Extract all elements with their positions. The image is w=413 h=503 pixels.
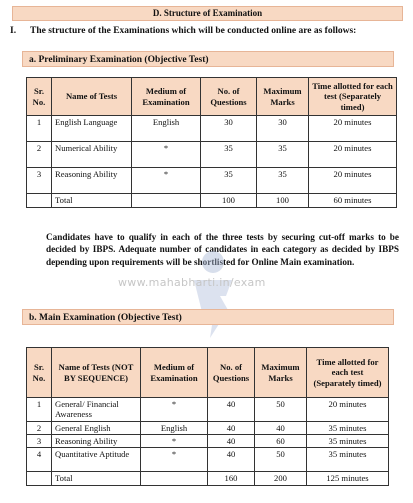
prelim-col-medium: Medium of Examination: [132, 78, 201, 116]
cell-sr: [27, 194, 52, 208]
prelim-heading: a. Preliminary Examination (Objective Test): [22, 51, 394, 67]
intro-line: [10, 26, 406, 36]
cell-time: 35 minutes: [307, 435, 389, 448]
table-row-total: [27, 194, 397, 208]
prelim-col-sr: Sr. No.: [27, 78, 52, 116]
main-heading: b. Main Examination (Objective Test): [22, 309, 394, 325]
prelim-col-questions: No. of Questions: [201, 78, 257, 116]
intro-number: I.: [10, 26, 17, 36]
cell-time: 35 minutes: [307, 422, 389, 435]
cell-questions: 30: [201, 116, 257, 142]
cell-time: 60 minutes: [309, 194, 397, 208]
cell-medium: *: [141, 398, 208, 422]
table-row-total: [27, 472, 389, 486]
cell-sr: [27, 472, 52, 486]
main-col-name: Name of Tests (NOT BY SEQUENCE): [52, 348, 141, 398]
table-row: [27, 435, 389, 448]
cell-test: Reasoning Ability: [52, 168, 132, 194]
cell-medium: *: [132, 168, 201, 194]
cell-time: 20 minutes: [307, 398, 389, 422]
cell-marks: 100: [257, 194, 309, 208]
main-header-row: [27, 348, 389, 398]
cell-medium: English: [141, 422, 208, 435]
cell-sr: 1: [27, 116, 52, 142]
cell-medium: *: [141, 448, 208, 472]
intro-text: The structure of the Examinations which will be conducted online are as follows:: [30, 26, 357, 36]
prelim-header-row: [27, 78, 397, 116]
main-col-marks: Maximum Marks: [255, 348, 307, 398]
cell-test: Reasoning Ability: [52, 435, 141, 448]
cell-medium: [132, 194, 201, 208]
cell-time: 125 minutes: [307, 472, 389, 486]
cell-test: Total: [52, 472, 141, 486]
main-table: [26, 347, 389, 486]
cell-sr: 1: [27, 398, 52, 422]
cell-time: 20 minutes: [309, 142, 397, 168]
table-row: [27, 142, 397, 168]
watermark-text: www.mahabharti.in/exam: [118, 276, 266, 289]
section-title: D. Structure of Examination: [12, 6, 403, 21]
prelim-col-marks: Maximum Marks: [257, 78, 309, 116]
cell-marks: 50: [255, 398, 307, 422]
cell-test: General English: [52, 422, 141, 435]
table-row: [27, 422, 389, 435]
cell-marks: 35: [257, 142, 309, 168]
cell-test: Total: [52, 194, 132, 208]
main-col-medium: Medium of Examination: [141, 348, 208, 398]
cell-sr: 2: [27, 142, 52, 168]
cell-time: 20 minutes: [309, 168, 397, 194]
cell-time: 35 minutes: [307, 448, 389, 472]
cell-test: Quantitative Aptitude: [52, 448, 141, 472]
cell-marks: 200: [255, 472, 307, 486]
cell-questions: 40: [208, 435, 255, 448]
table-row: [27, 168, 397, 194]
cell-marks: 35: [257, 168, 309, 194]
cell-test: English Language: [52, 116, 132, 142]
prelim-col-time: Time allotted for each test (Separately timed): [309, 78, 397, 116]
prelim-col-name: Name of Tests: [52, 78, 132, 116]
cell-sr: 3: [27, 168, 52, 194]
main-col-time: Time allotted for each test (Separately timed): [307, 348, 389, 398]
prelim-table: [26, 77, 397, 208]
table-row: [27, 116, 397, 142]
cell-test: General/ Financial Awareness: [52, 398, 141, 422]
cell-sr: 3: [27, 435, 52, 448]
cell-medium: *: [141, 435, 208, 448]
cell-time: 20 minutes: [309, 116, 397, 142]
cell-questions: 100: [201, 194, 257, 208]
cell-marks: 40: [255, 422, 307, 435]
cell-medium: English: [132, 116, 201, 142]
cell-marks: 50: [255, 448, 307, 472]
table-row: [27, 398, 389, 422]
cell-questions: 35: [201, 168, 257, 194]
cell-sr: 2: [27, 422, 52, 435]
table-row: [27, 448, 389, 472]
main-col-sr: Sr. No.: [27, 348, 52, 398]
cell-questions: 40: [208, 398, 255, 422]
cell-medium: [141, 472, 208, 486]
cell-test: Numerical Ability: [52, 142, 132, 168]
cell-marks: 30: [257, 116, 309, 142]
qualification-paragraph: Candidates have to qualify in each of the three tests by securing cut-off marks to be decided by IBPS. Adequate number of candidates in each category as decided by IBPS depending upon requirements will be shortlisted for Online Main examination.: [46, 232, 399, 267]
main-col-questions: No. of Questions: [208, 348, 255, 398]
cell-questions: 40: [208, 448, 255, 472]
cell-sr: 4: [27, 448, 52, 472]
cell-questions: 40: [208, 422, 255, 435]
cell-questions: 35: [201, 142, 257, 168]
watermark-logo-icon: [180, 248, 246, 344]
cell-marks: 60: [255, 435, 307, 448]
cell-medium: *: [132, 142, 201, 168]
cell-questions: 160: [208, 472, 255, 486]
